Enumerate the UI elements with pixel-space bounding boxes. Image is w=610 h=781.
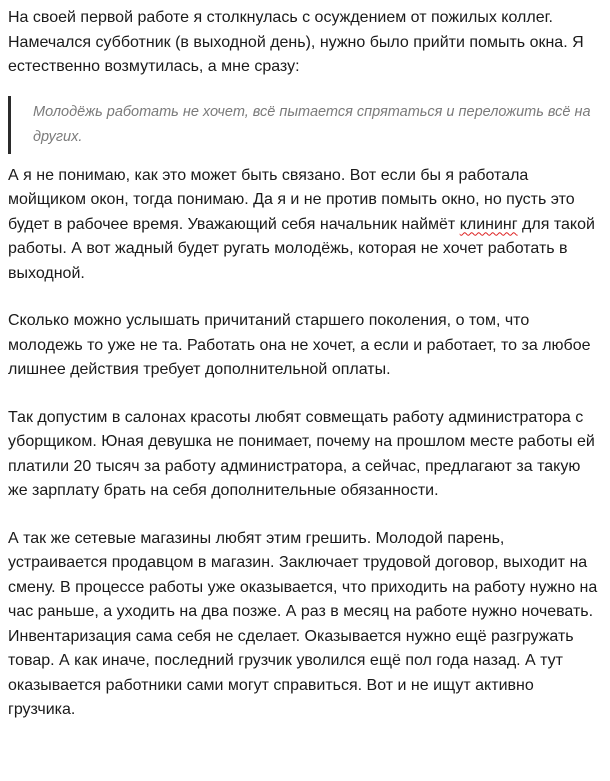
paragraph-2-text-start: А я не понимаю, как это может быть связано. Вот если бы я работала мойщиком окон, тогда понимаю. Да я и не против помыть окно, но пусть это будет в рабочее время. Уважающий себя начальник наймёт [8, 166, 575, 233]
paragraph-3: Сколько можно услышать причитаний старшего поколения, о том, что молодежь то уже не та. Работать она не хочет, а если и работает, то за любое лишнее действия требует дополнительной оплаты. [8, 312, 591, 378]
spellcheck-word: клининг [459, 215, 518, 233]
quote-block: Молодёжь работать не хочет, всё пытается спрятаться и переложить всё на других. [8, 96, 598, 154]
paragraph-2-text-end: для такой работы. А вот жадный будет ругать молодёжь, которая не хочет работать в выходной. [8, 215, 595, 282]
paragraph-4: Так допустим в салонах красоты любят совмещать работу администратора с уборщиком. Юная девушка не понимает, почему на прошлом месте работы ей платили 20 тысяч за работу администратора, а сейчас, предлагают за такую же зарплату брать на себя дополнительные обязанности. [8, 408, 595, 499]
paragraph-1: На своей первой работе я столкнулась с осуждением от пожилых коллег. Намечался субботник (в выходной день), нужно было прийти помыть окна. Я естественно возмутилась, а мне сразу: [8, 9, 584, 75]
paragraph-5: А так же сетевые магазины любят этим грешить. Молодой парень, устраивается продавцом в магазин. Заключает трудовой договор, выходит на смену. В процессе работы уже оказывается, что приходить на работу нужно на час раньше, а уходить на два позже. А раз в месяц на работе нужно ночевать. Инвентаризация сама себя не сделает. Оказывается нужно ещё разгружать товар. А как иначе, последний грузчик уволился ещё пол года назад. А тут оказывается работники сами могут справиться. Вот и не ищут активно грузчика. [8, 529, 598, 718]
paragraph-2 [8, 164, 598, 287]
